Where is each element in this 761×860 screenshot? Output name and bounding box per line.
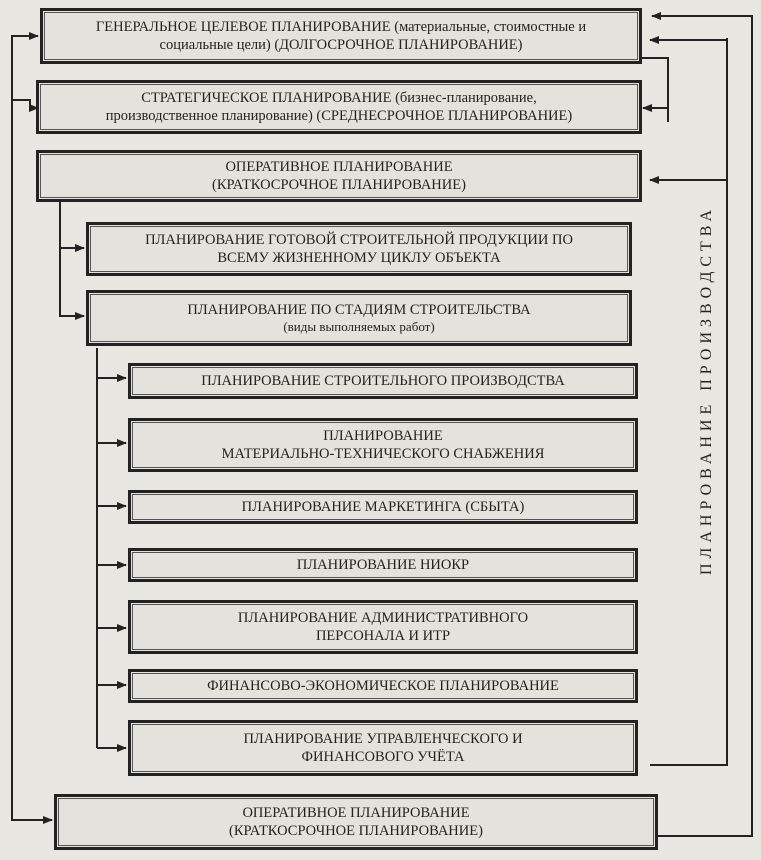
box-general-line2: социальные цели) (ДОЛГОСРОЧНОЕ ПЛАНИРОВАНИЕ) [159,37,523,53]
box-marketing-line1: ПЛАНИРОВАНИЕ МАРКЕТИНГА (СБЫТА) [241,498,525,515]
box-general-planning [40,8,642,64]
box-accounting-line1: ПЛАНИРОВАНИЕ УПРАВЛЕНЧЕСКОГО И [243,730,523,747]
box-rnd-line1: ПЛАНИРОВАНИЕ НИОКР [296,556,470,573]
box-strategic-line2: производственное планирование) (СРЕДНЕСРОЧНОЕ ПЛАНИРОВАНИЕ) [105,108,573,124]
box-strategic-line1: СТРАТЕГИЧЕСКОЕ ПЛАНИРОВАНИЕ (бизнес-планирование, [141,89,537,106]
box-construction-planning [128,363,638,399]
box-financial-planning [128,669,638,703]
box-operational-line2: (КРАТКОСРОЧНОЕ ПЛАНИРОВАНИЕ) [212,177,466,193]
box-supply-line1: ПЛАНИРОВАНИЕ [323,427,443,444]
box-strategic-planning [36,80,642,134]
box-admin-planning [128,600,638,654]
box-stages-planning [86,290,632,346]
box-general-line1: ГЕНЕРАЛЬНОЕ ЦЕЛЕВОЕ ПЛАНИРОВАНИЕ (материальные, стоимостные и [95,18,587,35]
box-supply-planning [128,418,638,472]
box-admin-line1: ПЛАНИРОВАНИЕ АДМИНИСТРАТИВНОГО [237,609,529,626]
box-finished-product-line1: ПЛАНИРОВАНИЕ ГОТОВОЙ СТРОИТЕЛЬНОЙ ПРОДУКЦИИ ПО [145,231,573,248]
side-label-text: ПЛАНРОВАНИЕ ПРОИЗВОДСТВА [698,204,716,576]
box-stages-line2: (виды выполняемых работ) [283,318,435,334]
box-operational-bottom-line1: ОПЕРАТИВНОЕ ПЛАНИРОВАНИЕ [242,804,470,821]
box-admin-line2: ПЕРСОНАЛА И ИТР [315,628,451,644]
box-stages-line1: ПЛАНИРОВАНИЕ ПО СТАДИЯМ СТРОИТЕЛЬСТВА [187,301,531,318]
box-supply-line2: МАТЕРИАЛЬНО-ТЕХНИЧЕСКОГО СНАБЖЕНИЯ [221,446,545,462]
box-operational-planning-bottom [54,794,658,850]
box-accounting-line2: ФИНАНСОВОГО УЧЁТА [301,749,465,765]
box-marketing-planning [128,490,638,524]
box-operational-bottom-line2: (КРАТКОСРОЧНОЕ ПЛАНИРОВАНИЕ) [229,823,483,839]
box-accounting-planning [128,720,638,776]
box-finished-product-line2: ВСЕМУ ЖИЗНЕННОМУ ЦИКЛУ ОБЪЕКТА [217,250,501,266]
side-label-production-planning [688,20,726,760]
box-finished-product-planning [86,222,632,276]
box-operational-line1: ОПЕРАТИВНОЕ ПЛАНИРОВАНИЕ [225,158,453,175]
box-construction-line1: ПЛАНИРОВАНИЕ СТРОИТЕЛЬНОГО ПРОИЗВОДСТВА [201,372,565,389]
box-operational-planning [36,150,642,202]
box-rnd-planning [128,548,638,582]
box-financial-line1: ФИНАНСОВО-ЭКОНОМИЧЕСКОЕ ПЛАНИРОВАНИЕ [207,677,559,694]
